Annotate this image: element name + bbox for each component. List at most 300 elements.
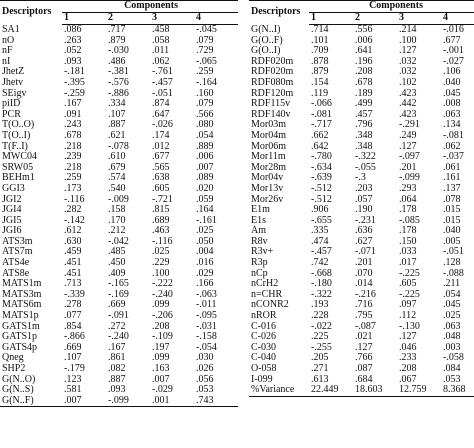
loading-value: .015 — [443, 205, 461, 216]
loading-value: .173 — [64, 183, 82, 194]
loading-value: -.457 — [152, 77, 173, 88]
descriptor-name: C-040 — [251, 353, 276, 364]
loading-value: -.099 — [106, 396, 150, 407]
table-row — [249, 343, 474, 354]
loading-value: .218 — [64, 162, 82, 173]
descriptor-name: GATS4p — [2, 342, 38, 353]
component-number: 3 — [397, 13, 441, 25]
loading-value: .282 — [64, 205, 82, 216]
loading-value: -.339 — [64, 289, 85, 300]
loading-value: .007 — [62, 396, 106, 407]
loading-value: .107 — [108, 109, 126, 120]
loading-value: .581 — [64, 385, 82, 396]
loading-value: -.381 — [108, 67, 129, 78]
descriptor-name: PCR — [2, 109, 21, 120]
loading-value: .052 — [64, 46, 82, 57]
components-header: Components — [309, 1, 474, 13]
loading-value: .054 — [196, 130, 214, 141]
loading-value: .061 — [443, 162, 461, 173]
loading-value: .458 — [152, 24, 170, 35]
loading-value: .063 — [443, 109, 461, 120]
loading-value: -.395 — [64, 77, 85, 88]
loading-value: .486 — [108, 56, 126, 67]
table-row — [249, 385, 474, 396]
loading-value: -.240 — [152, 289, 173, 300]
loading-value: 8.368 — [441, 385, 474, 396]
loading-value: .709 — [311, 46, 329, 57]
loading-value: .178 — [399, 226, 417, 237]
loading-value: -.180 — [311, 279, 332, 290]
loading-value: -.042 — [108, 236, 129, 247]
loading-value: -.095 — [196, 311, 217, 322]
table-row — [0, 279, 238, 290]
table-row — [249, 110, 474, 121]
loading-value: -.037 — [443, 152, 464, 163]
loading-value: .062 — [152, 56, 170, 67]
loading-value: -.027 — [443, 56, 464, 67]
descriptor-name: C-026 — [251, 332, 276, 343]
loading-value: .334 — [108, 99, 126, 110]
descriptor-name: Mor11m — [251, 152, 286, 163]
loading-value: -.216 — [355, 289, 376, 300]
loading-value: .016 — [196, 258, 214, 269]
table-row — [249, 375, 474, 386]
descriptor-name: MATS3m — [2, 289, 42, 300]
loading-value: .063 — [443, 321, 461, 332]
component-number: 4 — [441, 13, 474, 25]
loading-value: -.130 — [399, 321, 420, 332]
loading-value: .729 — [196, 46, 214, 57]
loading-value: -.206 — [152, 311, 173, 322]
loading-value: .007 — [152, 374, 170, 385]
loading-value: -.721 — [152, 194, 173, 205]
loading-value: .082 — [108, 364, 126, 374]
descriptor-name: G(N..O) — [2, 374, 36, 385]
loading-value: .006 — [355, 35, 373, 46]
descriptor-name: C-030 — [251, 342, 276, 353]
loadings-table-right — [249, 0, 474, 397]
table-row — [0, 78, 238, 89]
component-number: 1 — [309, 13, 353, 25]
loading-value: .610 — [108, 152, 126, 163]
loading-value: .208 — [355, 67, 373, 78]
loading-value: .451 — [64, 268, 82, 279]
loading-value: .053 — [443, 374, 461, 385]
loading-value: -.029 — [152, 385, 173, 396]
loading-value: .030 — [196, 353, 214, 364]
loading-value: .134 — [443, 120, 461, 131]
loading-value: .067 — [399, 374, 417, 385]
table-row — [249, 46, 474, 57]
loading-value: -.240 — [108, 332, 129, 343]
loading-value: .795 — [355, 311, 373, 322]
loading-value: -.3 — [355, 173, 366, 184]
loading-value: 12.759 — [397, 385, 441, 396]
loading-value: .630 — [64, 236, 82, 247]
loading-value: .040 — [443, 226, 461, 237]
loading-value: -.165 — [108, 279, 129, 290]
loading-value: -.255 — [311, 342, 332, 353]
loading-value: .008 — [443, 99, 461, 110]
descriptor-name: G(N..F) — [0, 396, 62, 407]
table-row — [0, 163, 238, 174]
loading-value: .278 — [64, 300, 82, 311]
loading-value: .086 — [64, 24, 82, 35]
table-row — [249, 25, 474, 36]
loading-value: .021 — [355, 332, 373, 343]
loading-value: .025 — [196, 226, 214, 237]
loading-value: -.054 — [196, 342, 217, 353]
descriptor-name: Mor03m — [251, 120, 286, 131]
loading-value: 18.603 — [353, 385, 397, 396]
loading-value: .878 — [311, 56, 329, 67]
table-row — [0, 385, 238, 396]
loading-value: .050 — [196, 236, 214, 247]
loading-value: .228 — [311, 311, 329, 322]
table-row — [249, 247, 474, 258]
loading-value: .193 — [311, 300, 329, 311]
loading-value: .259 — [196, 67, 214, 78]
loading-value: .743 — [194, 396, 238, 407]
descriptor-name: MATS6m — [2, 300, 42, 311]
table-row — [0, 142, 238, 153]
table-row — [0, 396, 238, 407]
loading-value: -.087 — [355, 321, 376, 332]
loading-value: .014 — [355, 279, 373, 290]
descriptor-name: SA1 — [2, 24, 20, 35]
descriptor-name: RDF020m — [251, 67, 294, 78]
loading-value: -.761 — [152, 67, 173, 78]
loading-value: .605 — [152, 183, 170, 194]
descriptor-name: nI — [2, 56, 11, 67]
table-row — [0, 322, 238, 333]
descriptor-name: GATS1p — [2, 332, 38, 343]
loading-value: .259 — [64, 173, 82, 184]
descriptor-name: MATS1p — [2, 311, 39, 322]
loading-value: .499 — [355, 99, 373, 110]
loading-value: .101 — [311, 35, 329, 46]
loading-value: -.576 — [108, 77, 129, 88]
table-row — [249, 173, 474, 184]
loading-value: -.066 — [311, 99, 332, 110]
loading-value: .879 — [108, 35, 126, 46]
table-row — [249, 195, 474, 206]
table-row — [249, 279, 474, 290]
table-row — [249, 322, 474, 333]
loading-value: .029 — [196, 268, 214, 279]
loading-value: -.161 — [196, 215, 217, 226]
loading-value: .025 — [443, 311, 461, 322]
loading-value: .003 — [443, 342, 461, 353]
loading-value: -.634 — [311, 162, 332, 173]
loading-value: .093 — [64, 56, 82, 67]
table-row — [249, 67, 474, 78]
loadings-table-left — [0, 0, 238, 407]
descriptor-name: BEHm1 — [2, 173, 35, 184]
loading-value: .463 — [152, 226, 170, 237]
table-row — [0, 67, 238, 78]
table-row — [0, 300, 238, 311]
loading-value: -.655 — [311, 215, 332, 226]
descriptor-name: JGI6 — [2, 226, 22, 237]
loading-value: .647 — [152, 109, 170, 120]
table-row — [0, 332, 238, 343]
loading-value: .889 — [196, 141, 214, 152]
loading-value: .716 — [355, 300, 373, 311]
table-row — [0, 247, 238, 258]
descriptor-name: nCONR2 — [251, 300, 289, 311]
loading-value: .078 — [443, 194, 461, 205]
table-row — [249, 36, 474, 47]
loading-value: .166 — [196, 279, 214, 290]
table-row — [249, 216, 474, 227]
table-row — [249, 300, 474, 311]
loading-value: .271 — [311, 364, 329, 374]
table-row — [0, 205, 238, 216]
loading-value: .854 — [64, 321, 82, 332]
descriptor-name: nO — [2, 35, 15, 46]
loading-value: .054 — [443, 289, 461, 300]
loading-value: -.179 — [64, 364, 85, 374]
loading-value: .163 — [152, 364, 170, 374]
loading-value: .112 — [399, 311, 417, 322]
table-row — [0, 99, 238, 110]
loading-value: -.225 — [399, 268, 420, 279]
loading-value: .100 — [152, 268, 170, 279]
descriptor-name: O-058 — [251, 364, 277, 374]
table-row — [249, 311, 474, 322]
table-row — [249, 258, 474, 269]
loading-value: .605 — [399, 279, 417, 290]
descriptor-name: R8v — [251, 236, 268, 247]
loading-value: .717 — [108, 24, 126, 35]
loading-value: -.026 — [152, 120, 173, 131]
loading-value: .032 — [399, 56, 417, 67]
descriptor-name: RDF020m — [251, 56, 294, 67]
table-row — [249, 120, 474, 131]
descriptor-name: nF — [2, 46, 13, 57]
loading-value: .196 — [355, 56, 373, 67]
loading-value: -.225 — [399, 289, 420, 300]
loading-value: .160 — [196, 88, 214, 99]
descriptor-name: RDF140v — [251, 109, 291, 120]
loading-value: .638 — [152, 173, 170, 184]
loading-value: -.099 — [399, 173, 420, 184]
loading-value: -.011 — [196, 300, 217, 311]
table-row — [249, 226, 474, 237]
descriptor-name: Mor06m — [251, 141, 286, 152]
loading-value: .099 — [152, 300, 170, 311]
component-number: 2 — [106, 13, 150, 25]
loading-value: .214 — [399, 24, 417, 35]
loading-value: .233 — [399, 353, 417, 364]
loading-value: -.063 — [196, 289, 217, 300]
descriptor-name: E1s — [251, 215, 266, 226]
loading-value: .048 — [443, 332, 461, 343]
loading-value: .020 — [196, 183, 214, 194]
loading-value: -.512 — [311, 194, 332, 205]
loading-value: .127 — [355, 342, 373, 353]
loading-value: -.051 — [152, 88, 173, 99]
descriptor-name: ATS8e — [2, 268, 30, 279]
descriptor-name: RDF115v — [251, 99, 291, 110]
loading-value: -.717 — [311, 120, 332, 131]
loading-value: -.142 — [64, 215, 85, 226]
table-row — [249, 89, 474, 100]
loading-value: .170 — [108, 215, 126, 226]
loading-value: .201 — [355, 258, 373, 269]
loading-value: .218 — [64, 141, 82, 152]
loading-value: .556 — [355, 24, 373, 35]
descriptor-name: G(N..S) — [2, 385, 34, 396]
loading-value: .079 — [196, 35, 214, 46]
loading-value: .442 — [399, 99, 417, 110]
loading-value: .263 — [64, 35, 82, 46]
descriptor-name: JGI2 — [2, 194, 22, 205]
loading-value: -.109 — [152, 332, 173, 343]
loading-value: .099 — [152, 353, 170, 364]
loading-value: .887 — [108, 120, 126, 131]
table-row — [0, 36, 238, 47]
descriptor-name: Mor04v — [251, 173, 284, 184]
loading-value: -.116 — [152, 236, 173, 247]
table-row — [0, 120, 238, 131]
table-row — [249, 364, 474, 375]
table-row — [249, 78, 474, 89]
loading-value: -.081 — [311, 109, 332, 120]
loading-value: .161 — [443, 173, 461, 184]
descriptor-name: nROR — [251, 311, 277, 322]
loading-value: -.164 — [196, 77, 217, 88]
loading-value: .205 — [311, 353, 329, 364]
loading-value: -.639 — [311, 173, 332, 184]
loading-value: .451 — [64, 258, 82, 269]
descriptor-name: E1m — [251, 205, 270, 216]
descriptor-name: G(N..I) — [251, 24, 281, 35]
loading-value: -.116 — [64, 194, 85, 205]
loading-value: -.045 — [196, 24, 217, 35]
descriptor-name: n=CHR — [251, 289, 283, 300]
table-row — [249, 99, 474, 110]
descriptor-name: GATS1m — [2, 321, 40, 332]
loading-value: .056 — [196, 374, 214, 385]
loading-value: -.181 — [64, 67, 85, 78]
components-header: Components — [62, 1, 238, 13]
component-number: 3 — [150, 13, 194, 25]
loading-value: .766 — [355, 353, 373, 364]
loading-value: .064 — [399, 194, 417, 205]
loading-value: .678 — [355, 77, 373, 88]
loading-value: .565 — [152, 162, 170, 173]
descriptors-header: Descriptors — [2, 6, 52, 18]
component-number: 2 — [353, 13, 397, 25]
loading-value: -.078 — [108, 141, 129, 152]
loading-value: -.259 — [64, 88, 85, 99]
loading-value: .713 — [64, 279, 82, 290]
table-row — [249, 142, 474, 153]
descriptor-name: SRW05 — [2, 162, 34, 173]
loading-value: .457 — [355, 109, 373, 120]
loading-value: .032 — [399, 67, 417, 78]
loading-value: .621 — [108, 130, 126, 141]
descriptor-name: I-099 — [251, 374, 273, 385]
loading-value: .026 — [196, 364, 214, 374]
loading-value: .796 — [355, 120, 373, 131]
loading-value: .815 — [152, 205, 170, 216]
table-row — [0, 46, 238, 57]
loading-value: -.022 — [311, 321, 332, 332]
loading-value: .348 — [355, 141, 373, 152]
descriptor-name: R3p — [251, 258, 268, 269]
table-row — [0, 216, 238, 227]
loading-value: .006 — [196, 152, 214, 163]
loading-value: .045 — [443, 300, 461, 311]
descriptor-name: ATS3m — [2, 236, 33, 247]
descriptor-name: piID — [2, 99, 21, 110]
component-number: 4 — [194, 13, 238, 25]
descriptor-name: ATS4e — [2, 258, 30, 269]
loading-value: .714 — [311, 24, 329, 35]
loading-value: .077 — [64, 311, 82, 322]
loading-value: .040 — [443, 77, 461, 88]
loading-value: .107 — [64, 353, 82, 364]
loading-value: .669 — [108, 300, 126, 311]
loading-value: .540 — [108, 183, 126, 194]
descriptor-name: Mor26v — [251, 194, 284, 205]
table-row — [0, 226, 238, 237]
table-row — [0, 375, 238, 386]
loading-value: -.001 — [443, 46, 464, 57]
loading-value: .197 — [152, 342, 170, 353]
descriptor-name: T(O..I) — [2, 130, 31, 141]
loading-value: -.322 — [311, 289, 332, 300]
loading-value: .742 — [311, 258, 329, 269]
descriptor-name: JhetZ — [2, 67, 25, 78]
table-row — [249, 290, 474, 301]
descriptor-name: Mor13v — [251, 183, 284, 194]
loading-value: .874 — [152, 99, 170, 110]
descriptor-name: SEigv — [2, 88, 27, 99]
loading-value: .070 — [355, 268, 373, 279]
loading-value: .150 — [399, 236, 417, 247]
loading-value: .106 — [443, 67, 461, 78]
loading-value: .059 — [196, 194, 214, 205]
loading-value: .062 — [443, 141, 461, 152]
loading-value: .679 — [108, 162, 126, 173]
loading-value: .046 — [399, 342, 417, 353]
descriptor-name: nCp — [251, 268, 268, 279]
loading-value: .015 — [443, 215, 461, 226]
component-number: 1 — [62, 13, 106, 25]
loading-value: .084 — [443, 364, 461, 374]
table-row — [0, 110, 238, 121]
loading-value: -.222 — [152, 279, 173, 290]
loading-value: .574 — [108, 173, 126, 184]
loading-value: -.780 — [311, 152, 332, 163]
loading-value: -.055 — [355, 162, 376, 173]
loading-value: .127 — [399, 141, 417, 152]
descriptor-name: ATS7m — [2, 247, 33, 258]
loading-value: .677 — [443, 35, 461, 46]
loading-value: -.322 — [355, 152, 376, 163]
descriptor-name: Jhetv — [2, 77, 24, 88]
table-row — [249, 269, 474, 280]
loading-value: .678 — [64, 130, 82, 141]
loading-value: 22.449 — [309, 385, 353, 396]
loading-value: -.016 — [443, 24, 464, 35]
table-row — [0, 343, 238, 354]
loading-value: .612 — [64, 226, 82, 237]
